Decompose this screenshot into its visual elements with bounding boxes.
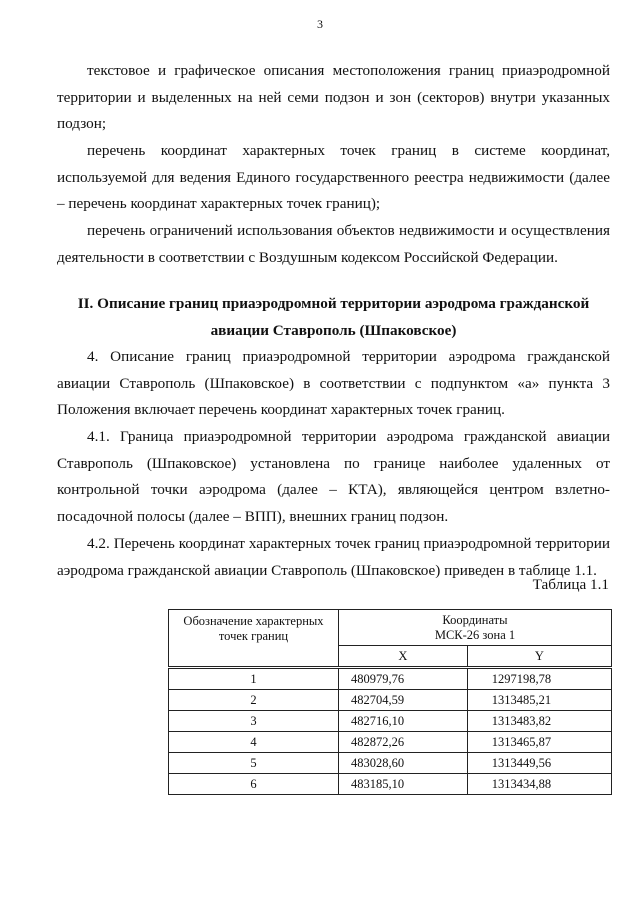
table-row xyxy=(169,711,612,732)
paragraph-4-2: 4.2. Перечень координат характерных точек границ приаэродромной территории аэродрома гражданской авиации Ставрополь (Шпаковское) приведен в таблице 1.1. xyxy=(57,535,610,579)
coord-x: 482716,10 xyxy=(338,711,467,732)
header-coordinates xyxy=(338,610,611,646)
page-number: 3 xyxy=(317,17,323,31)
header-coordinate-system: МСК-26 зона 1 xyxy=(434,628,516,642)
coordinates-table xyxy=(168,609,612,795)
coord-x: 480979,76 xyxy=(338,668,467,690)
table-row xyxy=(169,753,612,774)
point-id: 6 xyxy=(169,774,339,795)
coord-y: 1313485,21 xyxy=(467,690,611,711)
table-header-row xyxy=(169,610,612,646)
point-id: 4 xyxy=(169,732,339,753)
paragraph-4-1: 4.1. Граница приаэродромной территории аэродрома гражданской авиации Ставрополь (Шпаковское) установлена по границе наиболее удаленных от контрольной точки аэродрома (далее – КТА), являющейся центром взлетно-посадочной полосы (далее – ВПП), внешних границ подзон. xyxy=(57,428,610,525)
point-id: 5 xyxy=(169,753,339,774)
table-row xyxy=(169,732,612,753)
paragraph-coordinates-list: перечень координат характерных точек границ в системе координат, используемой для ведения Единого государственного реестра недвижимости (далее – перечень координат характерных точек границ); xyxy=(57,142,610,212)
coord-y: 1297198,78 xyxy=(467,668,611,690)
table-row xyxy=(169,668,612,690)
coord-y: 1313449,56 xyxy=(467,753,611,774)
table-caption: Таблица 1.1 xyxy=(532,576,609,593)
coord-x: 483028,60 xyxy=(338,753,467,774)
coord-x: 482704,59 xyxy=(338,690,467,711)
table-row xyxy=(169,774,612,795)
header-y: Y xyxy=(467,646,611,668)
coord-x: 482872,26 xyxy=(338,732,467,753)
paragraph-description: текстовое и графическое описания местоположения границ приаэродромной территории и выделенных на ней семи подзон и зон (секторов) внутри указанных подзон; xyxy=(57,62,610,132)
section-heading: II. Описание границ приаэродромной территории аэродрома гражданской авиации Ставрополь (Шпаковское) xyxy=(77,295,590,339)
coord-y: 1313465,87 xyxy=(467,732,611,753)
coord-x: 483185,10 xyxy=(338,774,467,795)
point-id: 1 xyxy=(169,668,339,690)
point-id: 2 xyxy=(169,690,339,711)
paragraph-4: 4. Описание границ приаэродромной территории аэродрома гражданской авиации Ставрополь (Шпаковское) в соответствии с подпунктом «а» пункта 3 Положения включает перечень координат характерных точек границ. xyxy=(57,348,610,418)
paragraph-restrictions-list: перечень ограничений использования объектов недвижимости и осуществления деятельности в соответствии с Воздушным кодексом Российской Федерации. xyxy=(57,222,610,266)
header-x: X xyxy=(338,646,467,668)
point-id: 3 xyxy=(169,711,339,732)
coord-y: 1313434,88 xyxy=(467,774,611,795)
coord-y: 1313483,82 xyxy=(467,711,611,732)
header-point-label: Обозначение характерных точек границ xyxy=(169,610,339,668)
table-row xyxy=(169,690,612,711)
header-coordinates-title: Координаты xyxy=(442,613,508,627)
